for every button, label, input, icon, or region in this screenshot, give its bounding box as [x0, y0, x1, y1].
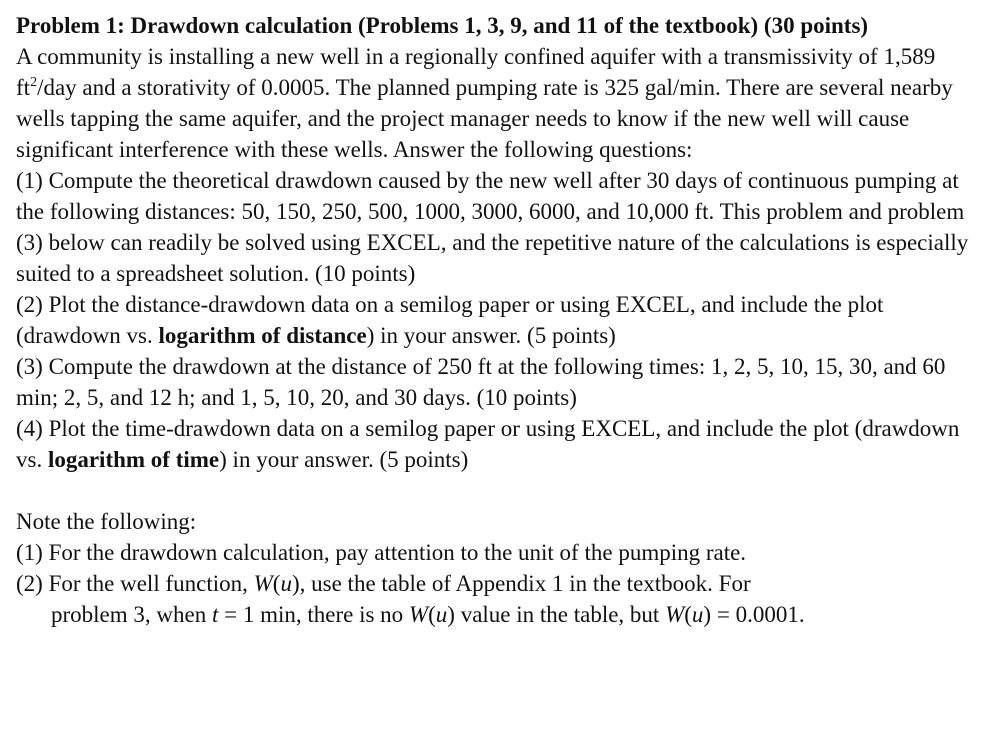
question-2-text-b: ) in your answer. (5 points) — [366, 323, 616, 348]
question-3: (3) Compute the drawdown at the distance of 250 ft at the following times: 1, 2, 5, 10, 15, 30, and 60 min; 2, 5, and 12 h; and 1, 5, 10, 20, and 30 days. (10 points) — [16, 354, 946, 410]
question-2-bold: logarithm of distance — [158, 323, 367, 348]
note-2-text-e: value in the table, but — [454, 602, 666, 627]
well-function-arg: u — [280, 571, 292, 596]
note-2-text-f: = 0.0001. — [711, 602, 805, 627]
notes-heading: Note the following: — [16, 509, 197, 534]
question-2 — [16, 289, 989, 351]
problem-title: Problem 1: Drawdown calculation (Problems 1, 3, 9, and 11 of the textbook) (30 points) — [16, 13, 869, 38]
intro-text-2: /day and a storativity of 0.0005. The planned pumping rate is 325 gal/min. There are several nearby wells tapping the same aquifer, and the project manager needs to know if the new well will cause significant interference with these wells. Answer the following questions: — [16, 75, 953, 162]
well-function-arg-3: u — [691, 602, 704, 627]
note-1: (1) For the drawdown calculation, pay attention to the unit of the pumping rate. — [16, 540, 747, 565]
well-function-symbol: W — [253, 571, 273, 596]
well-function-arg-2: u — [435, 602, 448, 627]
question-4 — [16, 413, 989, 475]
question-2-text-a: (2) Plot the distance-drawdown data on a semilog paper or using EXCEL, and include the plot (drawdown vs. — [16, 292, 884, 348]
question-1: (1) Compute the theoretical drawdown caused by the new well after 30 days of continuous pumping at the following distances: 50, 150, 250, 500, 1000, 3000, 6000, and 10,000 ft. This problem and problem (3) below can readily be solved using EXCEL, and the repetitive nature of the calculations is especially suited to a spreadsheet solution. (10 points) — [16, 168, 969, 286]
well-function-symbol-2: W — [408, 602, 429, 627]
note-2-text-c: problem 3, when — [51, 602, 212, 627]
note-2-text-b: , use the table of Appendix 1 in the textbook. For — [299, 571, 751, 596]
question-4-text-a: (4) Plot the time-drawdown data on a semilog paper or using EXCEL, and include the plot (drawdown vs. — [16, 416, 960, 472]
intro-superscript: 2 — [30, 75, 38, 90]
note-2: (2) For the well function, W(u), use the table of Appendix 1 in the textbook. For — [16, 571, 751, 596]
note-2-continued: problem 3, when t = 1 min, there is no W(u) value in the table, but W(u) = 0.0001. — [51, 602, 805, 627]
problem-intro — [16, 41, 989, 165]
question-4-text-b: ) in your answer. (5 points) — [219, 447, 469, 472]
note-2-text-d: = 1 min, there is no — [218, 602, 409, 627]
time-symbol: t — [211, 602, 219, 627]
well-function-symbol-3: W — [665, 602, 685, 627]
question-4-bold: logarithm of time — [47, 447, 220, 472]
intro-text-1: A community is installing a new well in a regionally confined aquifer with a transmissivity of 1,589 ft — [16, 44, 936, 100]
note-2-text-a: (2) For the well function, — [16, 571, 254, 596]
spacer — [16, 475, 989, 506]
